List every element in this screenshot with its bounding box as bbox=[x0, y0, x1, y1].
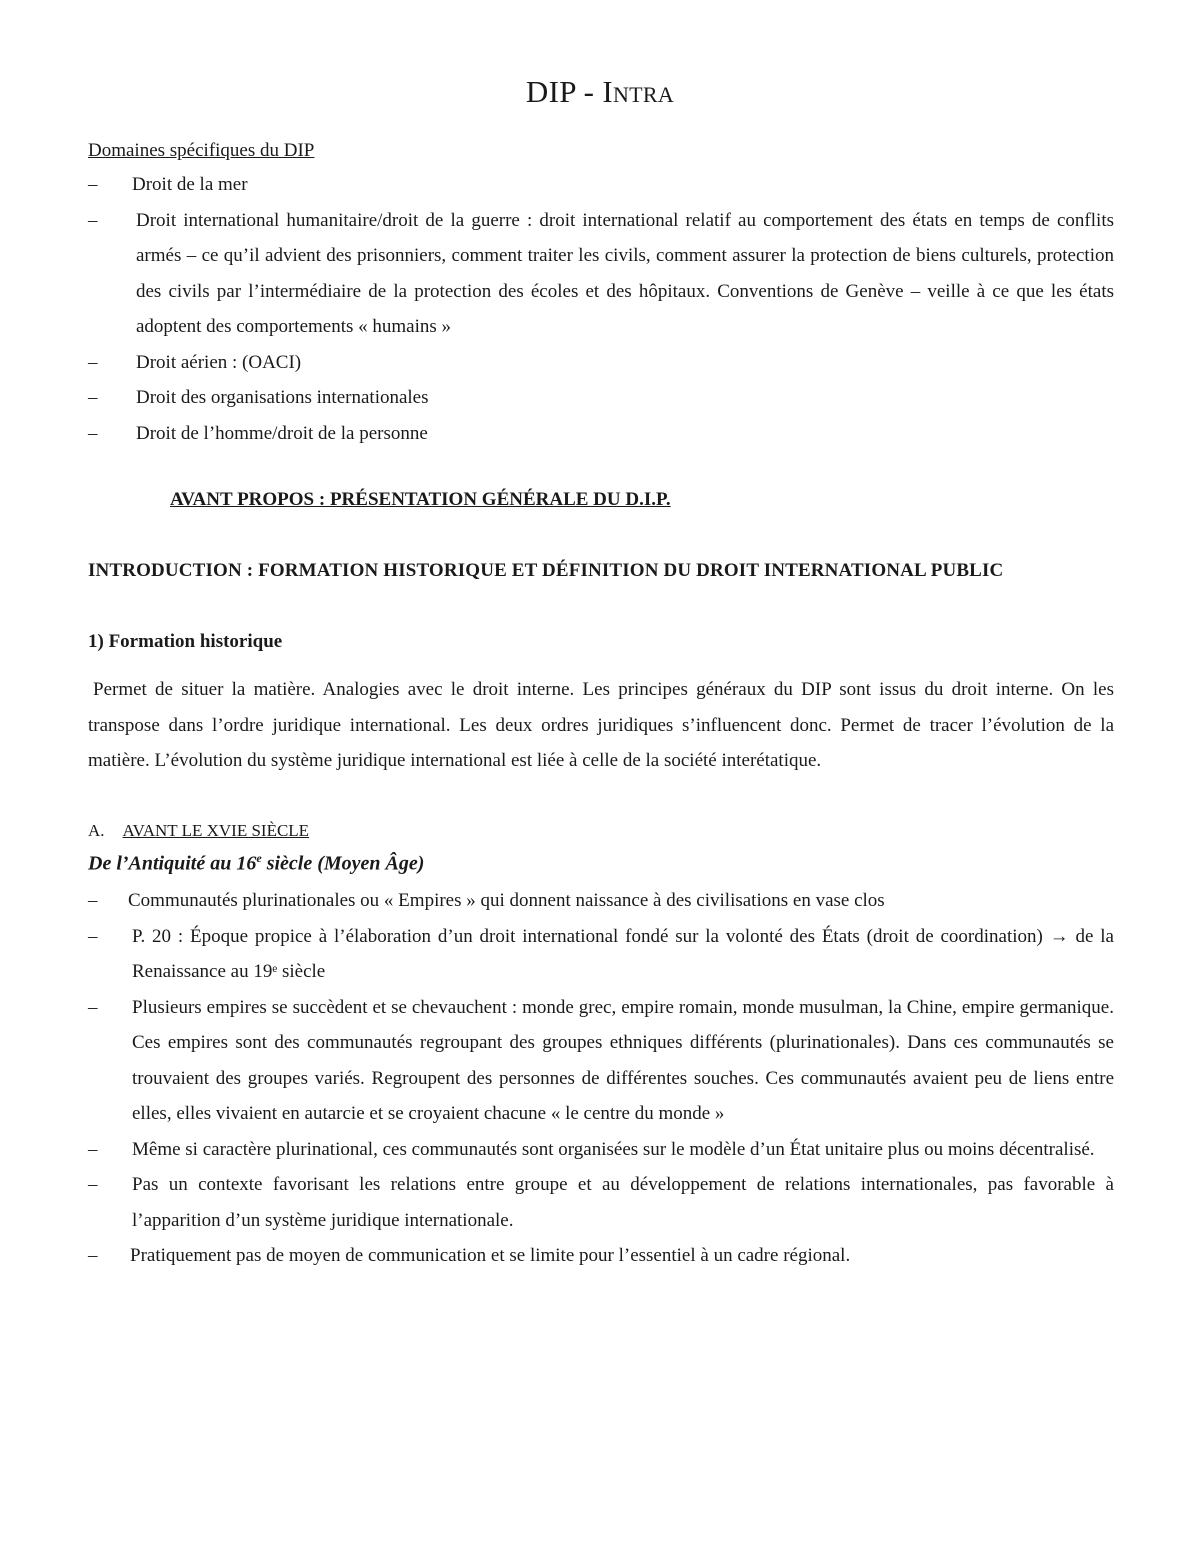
dash-bullet: – bbox=[88, 387, 98, 408]
section-letter: A. bbox=[88, 821, 105, 840]
dash-bullet: – bbox=[88, 1245, 98, 1266]
list-item-text: Pratiquement pas de moyen de communication et se limite pour l’essentiel à un cadre régional. bbox=[130, 1245, 851, 1266]
subheading-superscript: e bbox=[256, 851, 262, 865]
list-item bbox=[88, 203, 1114, 345]
list-item-text: Plusieurs empires se succèdent et se chevauchent : monde grec, empire romain, monde musulman, la Chine, empire germanique. Ces empires sont des communautés regroupant des groupes ethniques différents (plurinationales). Dans ces communautés se trouvaient des groupes variés. Regroupent des personnes de différentes souches. Ces communautés avaient peu de liens entre elles, elles vivaient en autarcie et se croyaient chacune « le centre du monde » bbox=[132, 996, 1114, 1124]
section-a-heading bbox=[88, 821, 309, 841]
dash-bullet: – bbox=[88, 209, 98, 231]
formation-heading: 1) Formation historique bbox=[88, 631, 283, 652]
list-item bbox=[88, 416, 1114, 452]
list-item bbox=[88, 1167, 1114, 1238]
list-item bbox=[88, 883, 1114, 919]
dash-bullet: – bbox=[88, 890, 98, 911]
list-item-text: Même si caractère plurinational, ces communautés sont organisées sur le modèle d’un État unitaire plus ou moins décentralisé. bbox=[132, 1138, 1095, 1160]
antiquity-subheading bbox=[88, 851, 424, 876]
document-title bbox=[0, 74, 1200, 110]
dash-bullet: – bbox=[88, 351, 98, 373]
list-item-text: P. 20 : Époque propice à l’élaboration d’un droit international fondé sur la volonté des États (droit de coordination) → de la Renaissance au 19ᵉ siècle bbox=[132, 925, 1114, 982]
list-item-text: Droit de l’homme/droit de la personne bbox=[136, 422, 428, 444]
domains-heading: Domaines spécifiques du DIP bbox=[88, 140, 315, 161]
list-item bbox=[88, 380, 1114, 416]
formation-paragraph: Permet de situer la matière. Analogies avec le droit interne. Les principes généraux du DIP sont issus du droit interne. On les transpose dans l’ordre juridique international. Les deux ordres juridiques s’influencent donc. Permet de tracer l’évolution de la matière. L’évolution du système juridique international est liée à celle de la société interétatique. bbox=[88, 679, 1114, 771]
dash-bullet: – bbox=[88, 174, 98, 195]
list-item-text: Droit international humanitaire/droit de la guerre : droit international relatif au comportement des états en temps de conflits armés – ce qu’il advient des prisonniers, comment traiter les civils, comment assurer la protection de biens culturels, protection des civils par l’intermédiaire de la protection des écoles et des hôpitaux. Conventions de Genève – veille à ce que les états adoptent des comportements « humains » bbox=[136, 209, 1114, 337]
list-item bbox=[88, 990, 1114, 1132]
dash-bullet: – bbox=[88, 1174, 98, 1195]
list-item-text: Communautés plurinationales ou « Empires » qui donnent naissance à des civilisations en vase clos bbox=[128, 890, 885, 911]
list-item-text: Droit des organisations internationales bbox=[136, 387, 429, 408]
list-item-text: Pas un contexte favorisant les relations entre groupe et au développement de relations internationales, pas favorable à l’apparition d’un système juridique internationale. bbox=[132, 1174, 1114, 1231]
list-item-text: Droit aérien : (OACI) bbox=[136, 351, 302, 373]
dash-bullet: – bbox=[88, 925, 98, 947]
list-item bbox=[88, 167, 1114, 203]
subheading-text: De l’Antiquité au 16 bbox=[88, 852, 257, 875]
dash-bullet: – bbox=[88, 1138, 98, 1160]
dash-bullet: – bbox=[88, 996, 98, 1018]
introduction-heading: INTRODUCTION : FORMATION HISTORIQUE ET DÉFINITION DU DROIT INTERNATIONAL PUBLIC bbox=[88, 560, 1004, 581]
list-item bbox=[88, 1238, 1114, 1274]
title-main: DIP - bbox=[525, 74, 603, 109]
antiquity-section bbox=[88, 883, 1114, 1274]
list-item-text: Droit de la mer bbox=[132, 174, 248, 195]
list-item bbox=[88, 1132, 1114, 1168]
dash-bullet: – bbox=[88, 422, 98, 444]
list-item bbox=[88, 345, 1114, 381]
section-title: AVANT LE XVIE SIÈCLE bbox=[122, 821, 310, 840]
antiquity-list bbox=[88, 883, 1114, 1274]
domains-list bbox=[88, 167, 1114, 451]
title-small-caps: Intra bbox=[602, 74, 675, 109]
avant-propos-heading: AVANT PROPOS : PRÉSENTATION GÉNÉRALE DU D.I.P. bbox=[170, 489, 671, 510]
domains-section bbox=[88, 136, 1114, 451]
subheading-text-end: siècle (Moyen Âge) bbox=[261, 852, 425, 875]
list-item bbox=[88, 919, 1114, 990]
